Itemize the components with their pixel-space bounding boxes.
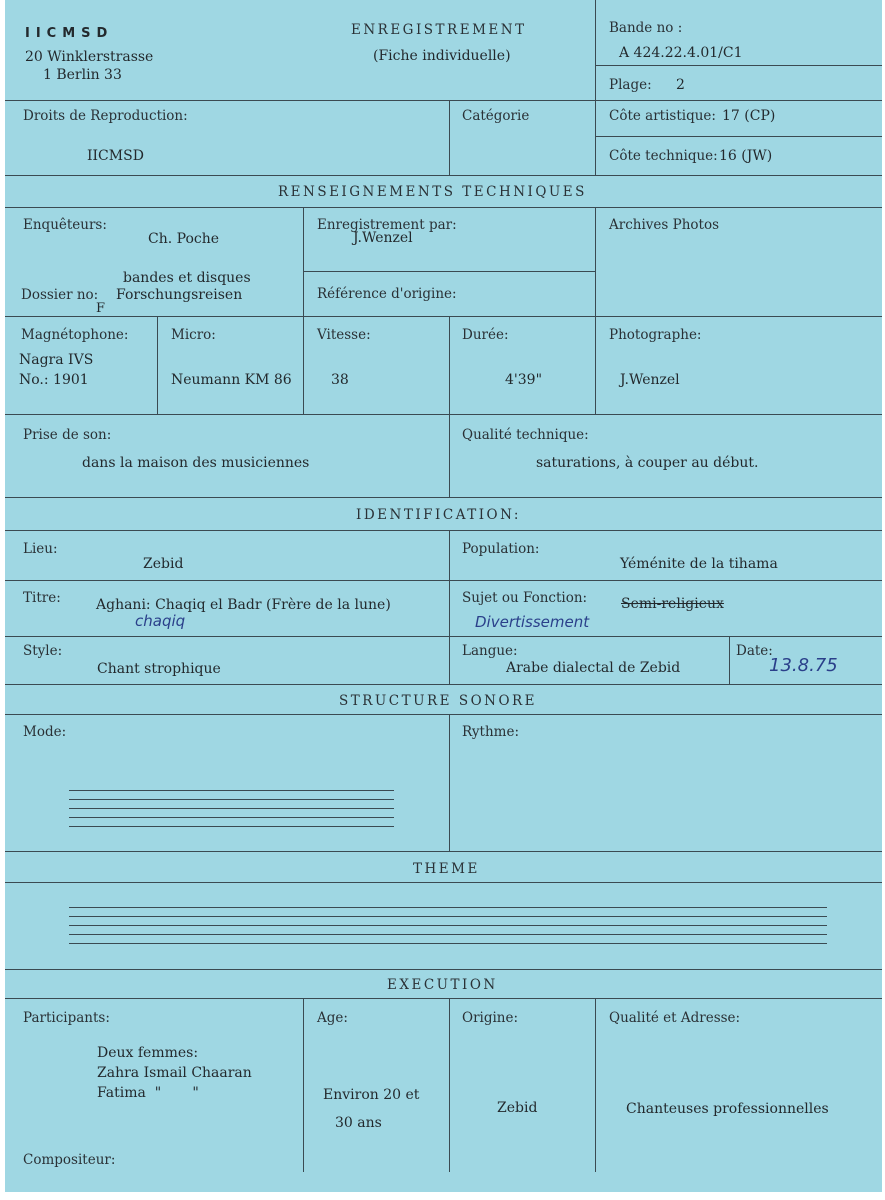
- form-subtitle: (Fiche individuelle): [373, 48, 511, 64]
- photographe-value: J.Wenzel: [620, 372, 680, 388]
- divider: [5, 414, 882, 415]
- langue-label: Langue:: [462, 643, 518, 659]
- enregistrement-par-label: Enregistrement par:: [317, 217, 457, 233]
- titre-handwritten-correction: chaqiq: [135, 612, 186, 630]
- enregistrement-par-value: J.Wenzel: [353, 230, 413, 246]
- divider: [595, 136, 882, 137]
- divider: [449, 530, 450, 684]
- age-label: Age:: [317, 1010, 348, 1026]
- qualite-technique-value: saturations, à couper au début.: [536, 455, 759, 471]
- participants-line1: Deux femmes:: [97, 1045, 199, 1061]
- droits-label: Droits de Reproduction:: [23, 108, 188, 124]
- divider: [303, 271, 595, 272]
- cote-technique-label: Côte technique:: [609, 148, 718, 164]
- sujet-label: Sujet ou Fonction:: [462, 590, 588, 606]
- titre-label: Titre:: [23, 590, 61, 606]
- participants-label: Participants:: [23, 1010, 110, 1026]
- plage-value: 2: [676, 77, 685, 93]
- divider: [449, 714, 450, 851]
- divider: [303, 207, 304, 414]
- vitesse-label: Vitesse:: [317, 327, 371, 343]
- divider: [5, 851, 882, 852]
- duree-value: 4'39": [505, 372, 543, 388]
- date-label: Date:: [736, 643, 773, 659]
- archives-photos-label: Archives Photos: [609, 217, 719, 233]
- section-renseignements: RENSEIGNEMENTS TECHNIQUES: [278, 184, 587, 200]
- divider: [729, 636, 730, 684]
- dossier-value-line1: bandes et disques: [123, 270, 251, 286]
- dossier-value-line3: F: [96, 301, 106, 316]
- compositeur-label: Compositeur:: [23, 1152, 116, 1168]
- section-structure-sonore: STRUCTURE SONORE: [339, 693, 538, 709]
- categorie-label: Catégorie: [462, 108, 530, 124]
- lieu-value: Zebid: [143, 556, 184, 572]
- style-label: Style:: [23, 643, 63, 659]
- cote-technique-value: 16 (JW): [719, 148, 773, 164]
- section-identification: IDENTIFICATION:: [356, 507, 521, 523]
- plage-label: Plage:: [609, 77, 652, 93]
- qualite-adresse-value: Chanteuses professionnelles: [626, 1101, 829, 1117]
- qualite-adresse-label: Qualité et Adresse:: [609, 1010, 741, 1026]
- style-value: Chant strophique: [97, 661, 221, 677]
- divider: [449, 998, 450, 1172]
- divider: [5, 684, 882, 685]
- prise-de-son-label: Prise de son:: [23, 427, 112, 443]
- participants-line3: Fatima " ": [97, 1085, 199, 1101]
- qualite-technique-label: Qualité technique:: [462, 427, 589, 443]
- divider: [5, 969, 882, 970]
- sujet-value-struck: Semi-religieux: [621, 596, 724, 612]
- divider: [5, 207, 882, 208]
- magnetophone-label: Magnétophone:: [21, 327, 129, 343]
- date-handwritten-value: 13.8.75: [769, 655, 838, 676]
- langue-value: Arabe dialectal de Zebid: [506, 660, 681, 676]
- age-value-line1: Environ 20 et: [323, 1087, 420, 1103]
- divider: [157, 316, 158, 414]
- micro-label: Micro:: [171, 327, 216, 343]
- divider: [303, 998, 304, 1172]
- prise-de-son-value: dans la maison des musiciennes: [82, 455, 310, 471]
- divider: [5, 530, 882, 531]
- enqueteurs-label: Enquêteurs:: [23, 217, 107, 233]
- divider: [595, 207, 596, 414]
- magnetophone-value-line2: No.: 1901: [19, 372, 89, 388]
- divider: [595, 65, 882, 66]
- origine-label: Origine:: [462, 1010, 519, 1026]
- institute-city: 1 Berlin 33: [43, 67, 122, 83]
- divider: [5, 882, 882, 883]
- bande-value: A 424.22.4.01/C1: [619, 45, 743, 61]
- vitesse-value: 38: [331, 372, 349, 388]
- divider: [5, 100, 882, 101]
- reference-origine-label: Référence d'origine:: [317, 286, 457, 302]
- sujet-handwritten-value: Divertissement: [475, 613, 590, 631]
- droits-value: IICMSD: [87, 148, 144, 164]
- mode-label: Mode:: [23, 724, 67, 740]
- cote-artistique-label: Côte artistique:: [609, 108, 716, 124]
- participants-line2: Zahra Ismail Chaaran: [97, 1065, 252, 1081]
- dossier-value-line2: Forschungsreisen: [116, 287, 243, 303]
- divider: [449, 100, 450, 175]
- age-value-line2: 30 ans: [335, 1115, 382, 1131]
- population-value: Yéménite de la tihama: [620, 556, 778, 572]
- photographe-label: Photographe:: [609, 327, 702, 343]
- divider: [5, 636, 882, 637]
- divider: [5, 497, 882, 498]
- titre-value: Aghani: Chaqiq el Badr (Frère de la lune): [96, 597, 391, 613]
- divider: [5, 316, 882, 317]
- population-label: Population:: [462, 541, 540, 557]
- cote-artistique-value: 17 (CP): [722, 108, 776, 124]
- dossier-label: Dossier no:: [21, 287, 99, 303]
- divider: [595, 998, 596, 1172]
- duree-label: Durée:: [462, 327, 509, 343]
- magnetophone-value-line1: Nagra IVS: [19, 352, 94, 368]
- institute-logo: IICMSD: [25, 26, 114, 41]
- lieu-label: Lieu:: [23, 541, 58, 557]
- rythme-label: Rythme:: [462, 724, 520, 740]
- divider: [5, 998, 882, 999]
- micro-value: Neumann KM 86: [171, 372, 292, 388]
- divider: [449, 316, 450, 497]
- section-execution: EXECUTION: [387, 977, 498, 993]
- divider: [5, 580, 882, 581]
- form-title: ENREGISTREMENT: [351, 22, 527, 38]
- divider: [5, 175, 882, 176]
- form-card: [5, 0, 882, 1192]
- institute-street: 20 Winklerstrasse: [25, 49, 154, 65]
- enqueteurs-value: Ch. Poche: [148, 231, 220, 247]
- bande-label: Bande no :: [609, 20, 683, 36]
- section-theme: THEME: [413, 861, 480, 877]
- divider: [595, 0, 596, 175]
- origine-value: Zebid: [497, 1100, 538, 1116]
- divider: [5, 714, 882, 715]
